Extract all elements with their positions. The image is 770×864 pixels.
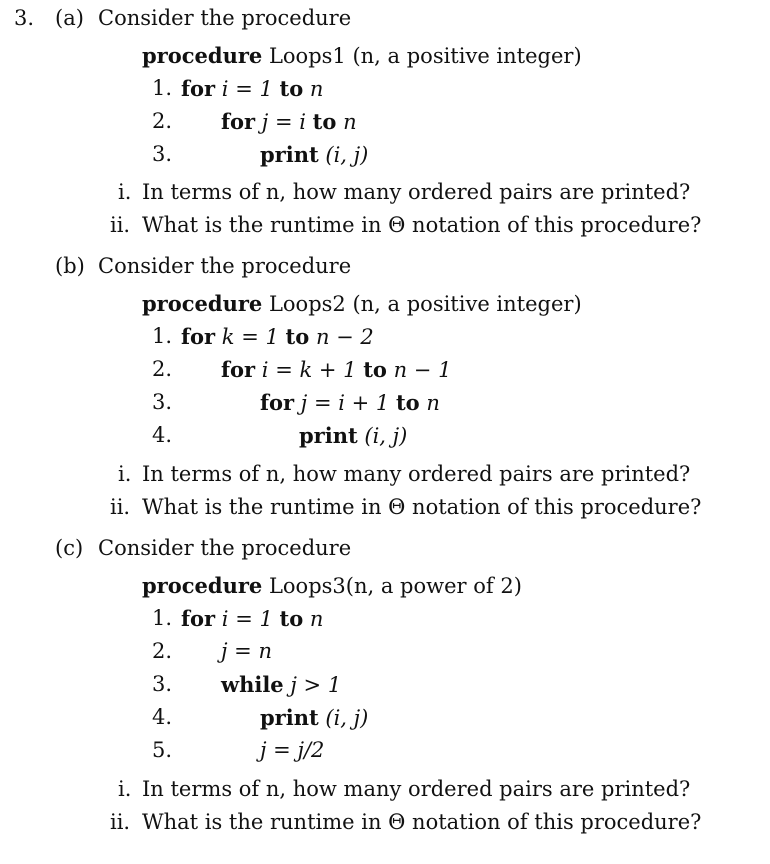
code-line: for i = 1 to n — [181, 606, 324, 631]
code-line: j = n — [221, 639, 272, 663]
problem-number: 3. — [14, 6, 35, 30]
line-number: 3. — [152, 390, 173, 414]
code-line: while j > 1 — [221, 672, 342, 697]
code-line: for j = i + 1 to n — [260, 390, 440, 415]
question-label: i. — [118, 180, 132, 204]
code-line: for i = k + 1 to n − 1 — [221, 357, 452, 382]
line-number: 5. — [152, 738, 173, 762]
code-line: for k = 1 to n − 2 — [181, 324, 374, 349]
question-label: ii. — [110, 495, 131, 519]
question-text: In terms of n, how many ordered pairs are printed? — [142, 180, 691, 204]
line-number: 1. — [152, 76, 173, 100]
procedure-keyword: procedure — [142, 43, 263, 68]
code-line: print (i, j) — [299, 423, 408, 448]
part-a-intro: Consider the procedure — [98, 6, 352, 30]
code-line: print (i, j) — [260, 142, 369, 167]
part-a-label: (a) — [55, 6, 84, 30]
code-line: for j = i to n — [221, 109, 357, 134]
procedure-name: Loops3 — [268, 574, 346, 598]
line-number: 1. — [152, 606, 173, 630]
line-number: 4. — [152, 705, 173, 729]
procedure-keyword: procedure — [142, 573, 263, 598]
question-label: i. — [118, 777, 132, 801]
part-b-label: (b) — [55, 254, 85, 278]
line-number: 2. — [152, 109, 173, 133]
procedure-args: (n, a power of 2) — [345, 574, 522, 598]
line-number: 3. — [152, 672, 173, 696]
code-line: for i = 1 to n — [181, 76, 324, 101]
line-number: 1. — [152, 324, 173, 348]
procedure-name: Loops2 — [268, 292, 346, 316]
part-a-procedure-header — [142, 45, 582, 67]
question-text: What is the runtime in Θ notation of this procedure? — [142, 495, 702, 519]
part-c-procedure-header — [142, 575, 522, 597]
question-label: ii. — [110, 810, 131, 834]
line-number: 4. — [152, 423, 173, 447]
part-c-label: (c) — [55, 536, 84, 560]
procedure-args: (n, a positive integer) — [352, 44, 582, 68]
part-c-intro: Consider the procedure — [98, 536, 352, 560]
question-text: In terms of n, how many ordered pairs are printed? — [142, 462, 691, 486]
question-text: In terms of n, how many ordered pairs are printed? — [142, 777, 691, 801]
question-label: ii. — [110, 213, 131, 237]
part-b-intro: Consider the procedure — [98, 254, 352, 278]
question-label: i. — [118, 462, 132, 486]
procedure-name: Loops1 — [268, 44, 346, 68]
code-line: j = j/2 — [260, 738, 325, 762]
line-number: 2. — [152, 357, 173, 381]
part-b-procedure-header — [142, 293, 582, 315]
procedure-args: (n, a positive integer) — [352, 292, 582, 316]
question-text: What is the runtime in Θ notation of this procedure? — [142, 810, 702, 834]
line-number: 2. — [152, 639, 173, 663]
question-text: What is the runtime in Θ notation of this procedure? — [142, 213, 702, 237]
code-line: print (i, j) — [260, 705, 369, 730]
procedure-keyword: procedure — [142, 291, 263, 316]
line-number: 3. — [152, 142, 173, 166]
